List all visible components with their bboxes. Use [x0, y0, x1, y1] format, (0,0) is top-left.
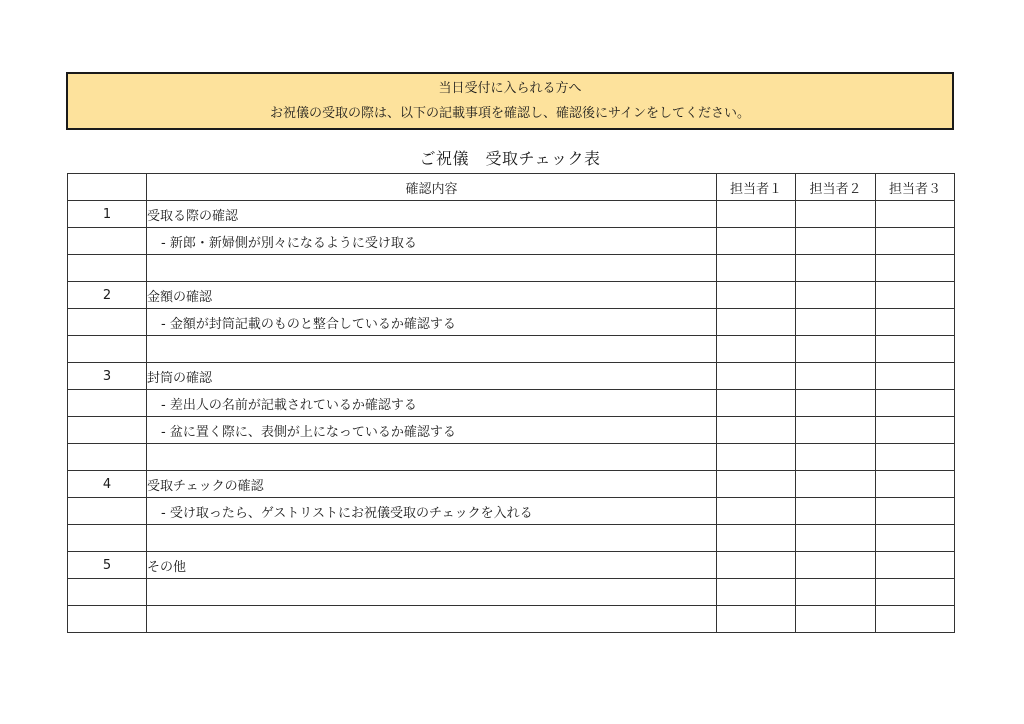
signature-cell-staff-3[interactable] — [876, 228, 955, 255]
table-row — [68, 498, 955, 525]
signature-cell-staff-1[interactable] — [717, 336, 796, 363]
signature-cell-staff-3[interactable] — [876, 201, 955, 228]
row-number — [68, 444, 147, 471]
table-row — [68, 417, 955, 444]
table-header-row — [68, 174, 955, 201]
table-row — [68, 444, 955, 471]
check-item-detail: - 新郎・新婦側が別々になるように受け取る — [147, 228, 717, 255]
row-number — [68, 309, 147, 336]
signature-cell-staff-3[interactable] — [876, 444, 955, 471]
signature-cell-staff-1[interactable] — [717, 228, 796, 255]
row-number — [68, 255, 147, 282]
row-number — [68, 498, 147, 525]
check-item-detail — [147, 606, 717, 633]
row-number — [68, 228, 147, 255]
check-item-detail: - 受け取ったら、ゲストリストにお祝儀受取のチェックを入れる — [147, 498, 717, 525]
signature-cell-staff-1[interactable] — [717, 363, 796, 390]
row-number: 3 — [68, 363, 147, 390]
check-item-heading: 受取チェックの確認 — [147, 471, 717, 498]
signature-cell-staff-2[interactable] — [796, 417, 876, 444]
signature-cell-staff-3[interactable] — [876, 606, 955, 633]
signature-cell-staff-1[interactable] — [717, 579, 796, 606]
check-item-heading: その他 — [147, 552, 717, 579]
check-item-detail — [147, 444, 717, 471]
signature-cell-staff-2[interactable] — [796, 390, 876, 417]
signature-cell-staff-3[interactable] — [876, 471, 955, 498]
signature-cell-staff-1[interactable] — [717, 606, 796, 633]
signature-cell-staff-1[interactable] — [717, 525, 796, 552]
signature-cell-staff-3[interactable] — [876, 255, 955, 282]
row-number: 4 — [68, 471, 147, 498]
check-item-detail — [147, 579, 717, 606]
table-row — [68, 552, 955, 579]
signature-cell-staff-3[interactable] — [876, 336, 955, 363]
signature-cell-staff-1[interactable] — [717, 309, 796, 336]
table-row — [68, 309, 955, 336]
signature-cell-staff-3[interactable] — [876, 498, 955, 525]
signature-cell-staff-1[interactable] — [717, 390, 796, 417]
signature-cell-staff-2[interactable] — [796, 606, 876, 633]
signature-cell-staff-3[interactable] — [876, 525, 955, 552]
check-item-detail — [147, 336, 717, 363]
notice-heading: 当日受付に入られる方へ — [438, 81, 582, 96]
signature-cell-staff-3[interactable] — [876, 363, 955, 390]
header-staff-2: 担当者２ — [796, 174, 876, 201]
header-staff-1: 担当者１ — [717, 174, 796, 201]
signature-cell-staff-3[interactable] — [876, 417, 955, 444]
table-row — [68, 579, 955, 606]
signature-cell-staff-1[interactable] — [717, 201, 796, 228]
signature-cell-staff-3[interactable] — [876, 282, 955, 309]
signature-cell-staff-1[interactable] — [717, 282, 796, 309]
check-item-detail — [147, 255, 717, 282]
header-staff-3: 担当者３ — [876, 174, 955, 201]
check-item-detail: - 金額が封筒記載のものと整合しているか確認する — [147, 309, 717, 336]
page-title: ご祝儀 受取チェック表 — [419, 149, 601, 168]
table-row — [68, 228, 955, 255]
table-row — [68, 282, 955, 309]
signature-cell-staff-3[interactable] — [876, 309, 955, 336]
signature-cell-staff-2[interactable] — [796, 552, 876, 579]
signature-cell-staff-3[interactable] — [876, 552, 955, 579]
signature-cell-staff-1[interactable] — [717, 444, 796, 471]
table-row — [68, 255, 955, 282]
header-number — [68, 174, 147, 201]
checklist-table — [67, 173, 955, 633]
row-number — [68, 390, 147, 417]
row-number: 5 — [68, 552, 147, 579]
row-number — [68, 525, 147, 552]
signature-cell-staff-1[interactable] — [717, 417, 796, 444]
check-item-heading: 受取る際の確認 — [147, 201, 717, 228]
table-row — [68, 363, 955, 390]
row-number: 1 — [68, 201, 147, 228]
table-body — [68, 201, 955, 633]
check-item-heading: 金額の確認 — [147, 282, 717, 309]
table-row — [68, 525, 955, 552]
table-row — [68, 390, 955, 417]
row-number — [68, 336, 147, 363]
table-row — [68, 471, 955, 498]
signature-cell-staff-3[interactable] — [876, 579, 955, 606]
row-number — [68, 606, 147, 633]
signature-cell-staff-2[interactable] — [796, 309, 876, 336]
signature-cell-staff-2[interactable] — [796, 471, 876, 498]
check-item-detail: - 差出人の名前が記載されているか確認する — [147, 390, 717, 417]
signature-cell-staff-2[interactable] — [796, 444, 876, 471]
row-number — [68, 579, 147, 606]
signature-cell-staff-1[interactable] — [717, 255, 796, 282]
signature-cell-staff-2[interactable] — [796, 255, 876, 282]
signature-cell-staff-2[interactable] — [796, 525, 876, 552]
signature-cell-staff-2[interactable] — [796, 201, 876, 228]
signature-cell-staff-1[interactable] — [717, 471, 796, 498]
signature-cell-staff-2[interactable] — [796, 282, 876, 309]
check-item-heading: 封筒の確認 — [147, 363, 717, 390]
row-number — [68, 417, 147, 444]
notice-box — [66, 72, 954, 130]
notice-instructions: お祝儀の受取の際は、以下の記載事項を確認し、確認後にサインをしてください。 — [269, 106, 751, 121]
signature-cell-staff-1[interactable] — [717, 498, 796, 525]
signature-cell-staff-2[interactable] — [796, 498, 876, 525]
table-row — [68, 201, 955, 228]
check-item-detail — [147, 525, 717, 552]
signature-cell-staff-2[interactable] — [796, 228, 876, 255]
header-content: 確認内容 — [147, 174, 717, 201]
table-row — [68, 606, 955, 633]
signature-cell-staff-2[interactable] — [796, 363, 876, 390]
check-item-detail: - 盆に置く際に、表側が上になっているか確認する — [147, 417, 717, 444]
signature-cell-staff-1[interactable] — [717, 552, 796, 579]
table-row — [68, 336, 955, 363]
signature-cell-staff-3[interactable] — [876, 390, 955, 417]
signature-cell-staff-2[interactable] — [796, 336, 876, 363]
row-number: 2 — [68, 282, 147, 309]
signature-cell-staff-2[interactable] — [796, 579, 876, 606]
